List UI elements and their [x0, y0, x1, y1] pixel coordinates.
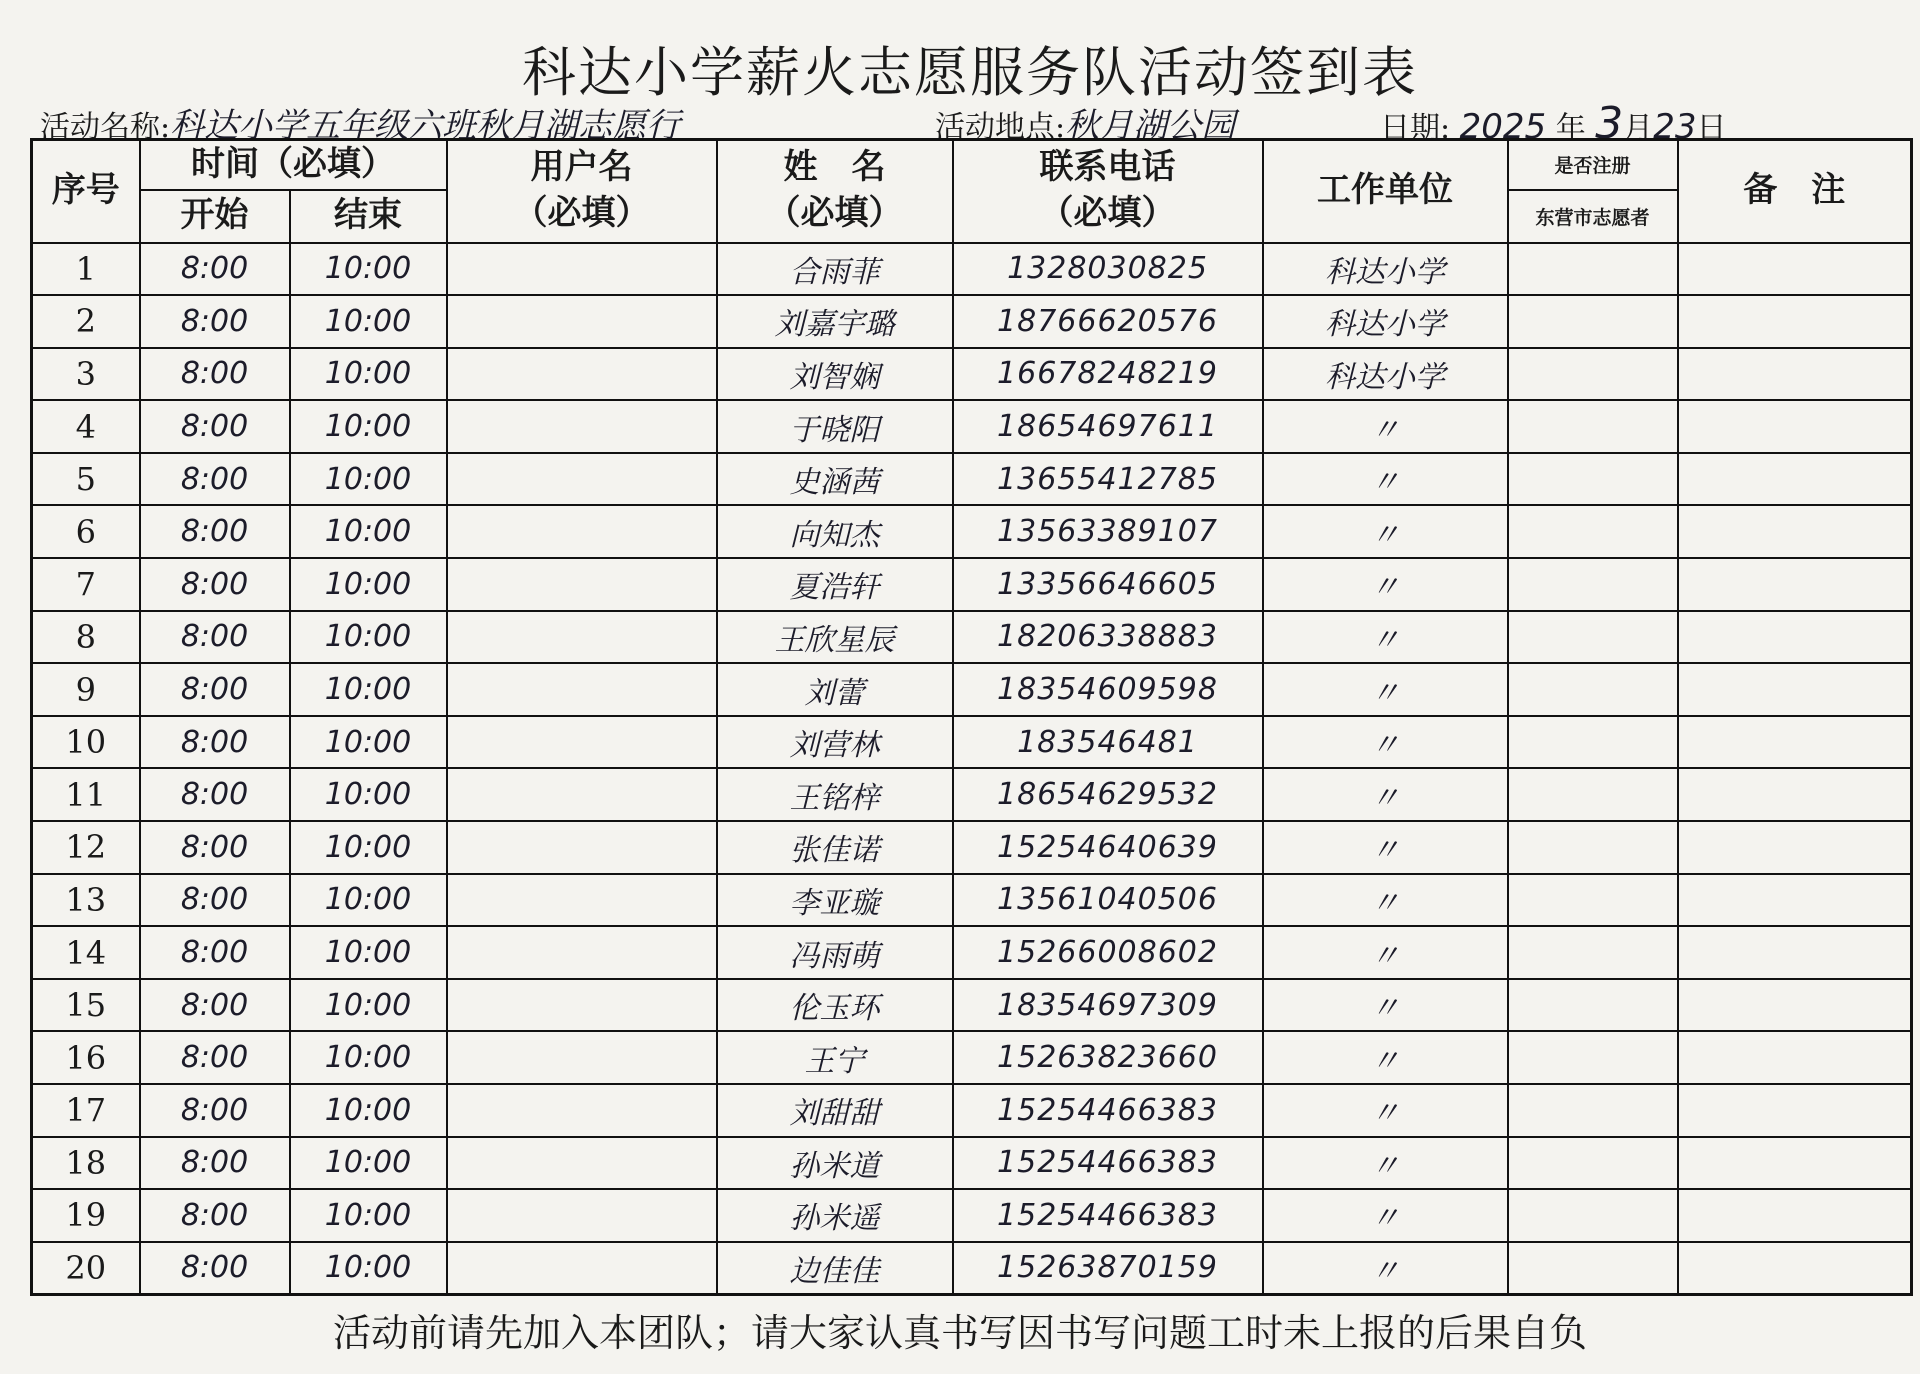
row-remark — [1678, 400, 1912, 453]
row-registered — [1508, 1084, 1678, 1137]
row-name: 孙米道 — [717, 1137, 953, 1190]
row-phone: 13655412785 — [953, 453, 1263, 506]
row-start-time: 8:00 — [140, 243, 290, 296]
table-row — [32, 400, 1912, 453]
table-row — [32, 1137, 1912, 1190]
row-username — [447, 1242, 717, 1295]
row-unit: 〃 — [1263, 1137, 1508, 1190]
row-username — [447, 926, 717, 979]
table-row — [32, 1242, 1912, 1295]
row-phone: 18354609598 — [953, 663, 1263, 716]
row-start-time: 8:00 — [140, 768, 290, 821]
row-name: 孙米遥 — [717, 1189, 953, 1242]
row-username — [447, 979, 717, 1032]
table-row — [32, 505, 1912, 558]
row-remark — [1678, 768, 1912, 821]
row-username — [447, 716, 717, 769]
table-row — [32, 821, 1912, 874]
row-start-time: 8:00 — [140, 558, 290, 611]
row-phone: 15263870159 — [953, 1242, 1263, 1295]
header-name — [717, 140, 953, 243]
row-registered — [1508, 558, 1678, 611]
header-remark: 备 注 — [1678, 140, 1912, 243]
row-username — [447, 558, 717, 611]
header-username-label: 用户名 — [530, 147, 633, 188]
row-index: 20 — [32, 1242, 140, 1295]
row-registered — [1508, 768, 1678, 821]
row-start-time: 8:00 — [140, 611, 290, 664]
row-registered — [1508, 1137, 1678, 1190]
row-remark — [1678, 1031, 1912, 1084]
row-unit: 〃 — [1263, 611, 1508, 664]
row-registered — [1508, 243, 1678, 296]
row-unit: 〃 — [1263, 505, 1508, 558]
row-registered — [1508, 453, 1678, 506]
row-username — [447, 1189, 717, 1242]
row-unit: 〃 — [1263, 716, 1508, 769]
table-row — [32, 558, 1912, 611]
header-username — [447, 140, 717, 243]
row-start-time: 8:00 — [140, 663, 290, 716]
row-name: 王欣星辰 — [717, 611, 953, 664]
table-row — [32, 453, 1912, 506]
row-remark — [1678, 821, 1912, 874]
row-start-time: 8:00 — [140, 874, 290, 927]
row-end-time: 10:00 — [290, 400, 447, 453]
row-remark — [1678, 1137, 1912, 1190]
row-username — [447, 505, 717, 558]
table-row — [32, 1031, 1912, 1084]
activity-name-label: 活动名称: — [40, 110, 171, 145]
row-start-time: 8:00 — [140, 505, 290, 558]
row-registered — [1508, 716, 1678, 769]
row-phone: 15266008602 — [953, 926, 1263, 979]
row-unit: 〃 — [1263, 1084, 1508, 1137]
row-start-time: 8:00 — [140, 400, 290, 453]
header-phone-label: 联系电话 — [1039, 147, 1176, 188]
row-start-time: 8:00 — [140, 979, 290, 1032]
row-phone: 183546481 — [953, 716, 1263, 769]
row-name: 刘智娴 — [717, 348, 953, 401]
row-username — [447, 768, 717, 821]
row-username — [447, 348, 717, 401]
row-unit: 〃 — [1263, 558, 1508, 611]
row-index: 11 — [32, 768, 140, 821]
row-name: 李亚璇 — [717, 874, 953, 927]
row-end-time: 10:00 — [290, 295, 447, 348]
row-unit: 〃 — [1263, 768, 1508, 821]
table-row — [32, 663, 1912, 716]
location-value: 秋月湖公园 — [1065, 106, 1236, 146]
row-unit: 〃 — [1263, 453, 1508, 506]
row-unit: 〃 — [1263, 926, 1508, 979]
row-index: 3 — [32, 348, 140, 401]
row-username — [447, 1137, 717, 1190]
row-phone: 18654629532 — [953, 768, 1263, 821]
row-registered — [1508, 1242, 1678, 1295]
row-start-time: 8:00 — [140, 1242, 290, 1295]
row-username — [447, 821, 717, 874]
row-start-time: 8:00 — [140, 716, 290, 769]
row-remark — [1678, 348, 1912, 401]
row-end-time: 10:00 — [290, 558, 447, 611]
row-end-time: 10:00 — [290, 611, 447, 664]
row-index: 9 — [32, 663, 140, 716]
row-remark — [1678, 453, 1912, 506]
table-row — [32, 295, 1912, 348]
row-index: 18 — [32, 1137, 140, 1190]
table-row — [32, 979, 1912, 1032]
row-name: 夏浩轩 — [717, 558, 953, 611]
row-username — [447, 1031, 717, 1084]
row-phone: 15254466383 — [953, 1137, 1263, 1190]
row-end-time: 10:00 — [290, 243, 447, 296]
row-end-time: 10:00 — [290, 874, 447, 927]
row-registered — [1508, 400, 1678, 453]
row-phone: 1328030825 — [953, 243, 1263, 296]
row-index: 2 — [32, 295, 140, 348]
row-unit: 〃 — [1263, 874, 1508, 927]
table-row — [32, 243, 1912, 296]
table-row — [32, 1189, 1912, 1242]
row-registered — [1508, 611, 1678, 664]
row-unit: 〃 — [1263, 400, 1508, 453]
sheet-title: 科达小学薪火志愿服务队活动签到表 — [522, 41, 1418, 104]
row-phone: 16678248219 — [953, 348, 1263, 401]
header-phone — [953, 140, 1263, 243]
row-unit: 科达小学 — [1263, 243, 1508, 296]
row-username — [447, 663, 717, 716]
date-label: 日期: — [1380, 111, 1451, 146]
row-end-time: 10:00 — [290, 1242, 447, 1295]
row-registered — [1508, 979, 1678, 1032]
row-unit: 〃 — [1263, 663, 1508, 716]
row-phone: 13356646605 — [953, 558, 1263, 611]
row-remark — [1678, 558, 1912, 611]
row-index: 8 — [32, 611, 140, 664]
row-start-time: 8:00 — [140, 1084, 290, 1137]
row-name: 刘蕾 — [717, 663, 953, 716]
row-end-time: 10:00 — [290, 768, 447, 821]
row-name: 刘嘉宇璐 — [717, 295, 953, 348]
row-remark — [1678, 926, 1912, 979]
date-year-unit: 年 — [1555, 111, 1586, 146]
header-registered-bottom: 东营市志愿者 — [1508, 190, 1678, 243]
row-username — [447, 1084, 717, 1137]
row-phone: 18354697309 — [953, 979, 1263, 1032]
row-remark — [1678, 979, 1912, 1032]
header-username-required: （必填） — [513, 193, 650, 234]
row-registered — [1508, 663, 1678, 716]
row-name: 刘营林 — [717, 716, 953, 769]
header-name-label: 姓 名 — [783, 147, 886, 188]
row-unit: 〃 — [1263, 1189, 1508, 1242]
row-end-time: 10:00 — [290, 1084, 447, 1137]
row-end-time: 10:00 — [290, 348, 447, 401]
row-name: 于晓阳 — [717, 400, 953, 453]
row-name: 王铭梓 — [717, 768, 953, 821]
date-month: 3 — [1595, 98, 1624, 149]
row-registered — [1508, 874, 1678, 927]
row-end-time: 10:00 — [290, 663, 447, 716]
row-start-time: 8:00 — [140, 1189, 290, 1242]
row-index: 13 — [32, 874, 140, 927]
row-start-time: 8:00 — [140, 1031, 290, 1084]
row-index: 5 — [32, 453, 140, 506]
date-day: 23 — [1653, 107, 1697, 147]
row-unit: 〃 — [1263, 821, 1508, 874]
row-end-time: 10:00 — [290, 505, 447, 558]
row-username — [447, 611, 717, 664]
row-index: 16 — [32, 1031, 140, 1084]
row-phone: 15263823660 — [953, 1031, 1263, 1084]
footer-note: 活动前请先加入本团队；请大家认真书写因书写问题工时未上报的后果自负 — [332, 1311, 1587, 1355]
row-name: 刘甜甜 — [717, 1084, 953, 1137]
header-unit: 工作单位 — [1263, 140, 1508, 243]
row-phone: 13563389107 — [953, 505, 1263, 558]
date-month-unit: 月 — [1623, 111, 1654, 146]
header-start: 开始 — [140, 190, 290, 243]
row-remark — [1678, 611, 1912, 664]
row-index: 12 — [32, 821, 140, 874]
header-time: 时间（必填） — [140, 140, 447, 190]
row-index: 19 — [32, 1189, 140, 1242]
table-row — [32, 768, 1912, 821]
row-phone: 18206338883 — [953, 611, 1263, 664]
row-remark — [1678, 663, 1912, 716]
row-registered — [1508, 348, 1678, 401]
row-end-time: 10:00 — [290, 716, 447, 769]
row-index: 6 — [32, 505, 140, 558]
row-index: 7 — [32, 558, 140, 611]
row-index: 17 — [32, 1084, 140, 1137]
row-name: 伦玉环 — [717, 979, 953, 1032]
table-row — [32, 926, 1912, 979]
row-name: 张佳诺 — [717, 821, 953, 874]
header-index: 序号 — [32, 140, 140, 243]
row-end-time: 10:00 — [290, 1031, 447, 1084]
row-phone: 15254466383 — [953, 1189, 1263, 1242]
row-unit: 〃 — [1263, 979, 1508, 1032]
row-name: 边佳佳 — [717, 1242, 953, 1295]
row-start-time: 8:00 — [140, 1137, 290, 1190]
row-name: 向知杰 — [717, 505, 953, 558]
row-remark — [1678, 716, 1912, 769]
row-registered — [1508, 1189, 1678, 1242]
row-phone: 15254640639 — [953, 821, 1263, 874]
row-phone: 13561040506 — [953, 874, 1263, 927]
row-end-time: 10:00 — [290, 1189, 447, 1242]
row-phone: 15254466383 — [953, 1084, 1263, 1137]
row-index: 1 — [32, 243, 140, 296]
row-username — [447, 874, 717, 927]
row-start-time: 8:00 — [140, 348, 290, 401]
row-registered — [1508, 1031, 1678, 1084]
date-day-unit: 日 — [1696, 111, 1727, 146]
row-unit: 科达小学 — [1263, 348, 1508, 401]
table-row — [32, 1084, 1912, 1137]
table-row — [32, 716, 1912, 769]
row-remark — [1678, 1242, 1912, 1295]
date-year: 2025 — [1459, 107, 1547, 147]
row-end-time: 10:00 — [290, 1137, 447, 1190]
row-index: 15 — [32, 979, 140, 1032]
row-index: 10 — [32, 716, 140, 769]
row-registered — [1508, 505, 1678, 558]
row-end-time: 10:00 — [290, 979, 447, 1032]
header-phone-required: （必填） — [1039, 193, 1176, 234]
row-index: 4 — [32, 400, 140, 453]
row-start-time: 8:00 — [140, 926, 290, 979]
row-unit: 〃 — [1263, 1242, 1508, 1295]
table-row — [32, 874, 1912, 927]
row-end-time: 10:00 — [290, 926, 447, 979]
row-registered — [1508, 821, 1678, 874]
row-start-time: 8:00 — [140, 821, 290, 874]
row-remark — [1678, 505, 1912, 558]
row-end-time: 10:00 — [290, 821, 447, 874]
row-username — [447, 453, 717, 506]
row-remark — [1678, 243, 1912, 296]
table-row — [32, 348, 1912, 401]
row-start-time: 8:00 — [140, 295, 290, 348]
row-remark — [1678, 874, 1912, 927]
row-phone: 18654697611 — [953, 400, 1263, 453]
sign-in-rows — [32, 243, 1912, 1295]
row-name: 冯雨萌 — [717, 926, 953, 979]
row-name: 史涵茜 — [717, 453, 953, 506]
row-remark — [1678, 1189, 1912, 1242]
row-end-time: 10:00 — [290, 453, 447, 506]
row-remark — [1678, 295, 1912, 348]
row-registered — [1508, 926, 1678, 979]
sign-in-table — [30, 138, 1913, 1296]
row-phone: 18766620576 — [953, 295, 1263, 348]
header-registered-top: 是否注册 — [1508, 140, 1678, 190]
row-username — [447, 243, 717, 296]
table-row — [32, 611, 1912, 664]
row-start-time: 8:00 — [140, 453, 290, 506]
header-end: 结束 — [290, 190, 447, 243]
location-label: 活动地点: — [935, 110, 1066, 145]
row-unit: 科达小学 — [1263, 295, 1508, 348]
row-name: 合雨菲 — [717, 243, 953, 296]
activity-name-value: 科达小学五年级六班秋月湖志愿行 — [170, 106, 681, 146]
row-remark — [1678, 1084, 1912, 1137]
row-unit: 〃 — [1263, 1031, 1508, 1084]
header-name-required: （必填） — [766, 193, 903, 234]
row-name: 王宁 — [717, 1031, 953, 1084]
row-username — [447, 295, 717, 348]
row-index: 14 — [32, 926, 140, 979]
row-username — [447, 400, 717, 453]
row-registered — [1508, 295, 1678, 348]
